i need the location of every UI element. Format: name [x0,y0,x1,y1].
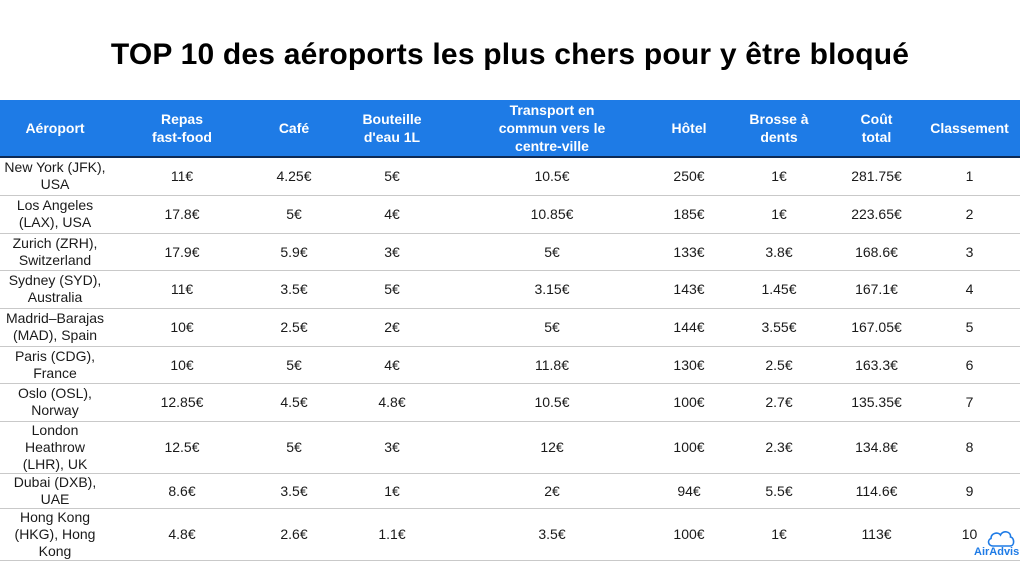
cell-bouteille-d-eau-1l: 5€ [334,157,450,195]
cell-airport: Sydney (SYD), Australia [0,270,110,308]
column-header-cout-total: Coût total [834,100,919,157]
cell-hotel: 133€ [654,233,724,270]
cell-classement: 10 [919,508,1020,560]
cell-cafe: 2.5€ [254,308,334,346]
cell-hotel: 185€ [654,195,724,233]
cell-cafe: 4.5€ [254,383,334,421]
cell-classement: 7 [919,383,1020,421]
cell-cafe: 4.25€ [254,157,334,195]
cell-hotel: 100€ [654,421,724,473]
cell-transport-en-commun-vers-le-centre-ville: 10.5€ [450,157,654,195]
table-row [0,421,1020,473]
cell-transport-en-commun-vers-le-centre-ville: 11.8€ [450,346,654,383]
column-header-cafe: Café [254,100,334,157]
cell-repas-fast-food: 8.6€ [110,473,254,508]
cell-hotel: 100€ [654,383,724,421]
cell-bouteille-d-eau-1l: 4.8€ [334,383,450,421]
table-row [0,270,1020,308]
cell-hotel: 250€ [654,157,724,195]
cell-brosse-a-dents: 1€ [724,157,834,195]
airport-cost-table [0,100,1020,561]
table-header-row [0,100,1020,157]
cell-repas-fast-food: 4.8€ [110,508,254,560]
cell-airport: Los Angeles (LAX), USA [0,195,110,233]
cell-cout-total: 113€ [834,508,919,560]
table-row [0,157,1020,195]
cell-bouteille-d-eau-1l: 5€ [334,270,450,308]
cell-classement: 5 [919,308,1020,346]
column-header-hotel: Hôtel [654,100,724,157]
table-row [0,473,1020,508]
cell-hotel: 94€ [654,473,724,508]
cell-brosse-a-dents: 3.8€ [724,233,834,270]
cell-brosse-a-dents: 1€ [724,508,834,560]
cell-cout-total: 223.65€ [834,195,919,233]
cell-transport-en-commun-vers-le-centre-ville: 3.15€ [450,270,654,308]
cell-repas-fast-food: 17.9€ [110,233,254,270]
cell-cafe: 3.5€ [254,473,334,508]
column-header-brosse-a-dents: Brosse à dents [724,100,834,157]
cell-airport: Oslo (OSL), Norway [0,383,110,421]
table-row [0,508,1020,560]
cell-cout-total: 135.35€ [834,383,919,421]
cell-hotel: 130€ [654,346,724,383]
column-header-bouteille-d-eau-1l: Bouteille d'eau 1L [334,100,450,157]
cell-cout-total: 168.6€ [834,233,919,270]
cell-cafe: 3.5€ [254,270,334,308]
cell-classement: 1 [919,157,1020,195]
cell-brosse-a-dents: 5.5€ [724,473,834,508]
cell-transport-en-commun-vers-le-centre-ville: 3.5€ [450,508,654,560]
column-header-transport-en-commun-vers-le-centre-ville: Transport en commun vers le centre-ville [450,100,654,157]
cell-repas-fast-food: 17.8€ [110,195,254,233]
cell-classement: 2 [919,195,1020,233]
cell-brosse-a-dents: 3.55€ [724,308,834,346]
cell-cafe: 5€ [254,421,334,473]
cell-airport: London Heathrow (LHR), UK [0,421,110,473]
cell-transport-en-commun-vers-le-centre-ville: 10.85€ [450,195,654,233]
cell-bouteille-d-eau-1l: 3€ [334,233,450,270]
cell-repas-fast-food: 10€ [110,308,254,346]
cell-bouteille-d-eau-1l: 1€ [334,473,450,508]
cell-hotel: 143€ [654,270,724,308]
cell-repas-fast-food: 12.85€ [110,383,254,421]
cell-classement: 8 [919,421,1020,473]
cell-transport-en-commun-vers-le-centre-ville: 2€ [450,473,654,508]
cell-airport: Madrid–Barajas (MAD), Spain [0,308,110,346]
cloud-icon [986,528,1016,548]
cell-bouteille-d-eau-1l: 1.1€ [334,508,450,560]
table-row [0,233,1020,270]
cell-bouteille-d-eau-1l: 4€ [334,195,450,233]
cell-bouteille-d-eau-1l: 2€ [334,308,450,346]
table-row [0,195,1020,233]
cell-hotel: 100€ [654,508,724,560]
cell-bouteille-d-eau-1l: 4€ [334,346,450,383]
cell-repas-fast-food: 12.5€ [110,421,254,473]
cell-cafe: 5€ [254,195,334,233]
cell-cout-total: 167.05€ [834,308,919,346]
table-row [0,383,1020,421]
table-body [0,157,1020,560]
cell-cout-total: 167.1€ [834,270,919,308]
cell-repas-fast-food: 11€ [110,157,254,195]
cell-cout-total: 134.8€ [834,421,919,473]
cell-transport-en-commun-vers-le-centre-ville: 5€ [450,308,654,346]
column-header-aeroport: Aéroport [0,100,110,157]
cell-airport: Paris (CDG), France [0,346,110,383]
cell-classement: 3 [919,233,1020,270]
page-title: TOP 10 des aéroports les plus chers pour y être bloqué [110,38,910,71]
cell-hotel: 144€ [654,308,724,346]
cell-transport-en-commun-vers-le-centre-ville: 10.5€ [450,383,654,421]
cell-airport: Zurich (ZRH), Switzerland [0,233,110,270]
cell-transport-en-commun-vers-le-centre-ville: 12€ [450,421,654,473]
cell-brosse-a-dents: 2.3€ [724,421,834,473]
cell-transport-en-commun-vers-le-centre-ville: 5€ [450,233,654,270]
brand-name: AirAdvis [974,546,1020,558]
cell-brosse-a-dents: 2.5€ [724,346,834,383]
cell-cout-total: 281.75€ [834,157,919,195]
cell-classement: 9 [919,473,1020,508]
cell-cout-total: 163.3€ [834,346,919,383]
cell-airport: Dubai (DXB), UAE [0,473,110,508]
cell-brosse-a-dents: 1€ [724,195,834,233]
cell-classement: 4 [919,270,1020,308]
cell-brosse-a-dents: 1.45€ [724,270,834,308]
cell-repas-fast-food: 11€ [110,270,254,308]
cell-cafe: 5€ [254,346,334,383]
cell-bouteille-d-eau-1l: 3€ [334,421,450,473]
cell-airport: New York (JFK), USA [0,157,110,195]
cell-brosse-a-dents: 2.7€ [724,383,834,421]
brand-logo [968,528,1020,562]
cell-cout-total: 114.6€ [834,473,919,508]
cell-cafe: 5.9€ [254,233,334,270]
cell-classement: 6 [919,346,1020,383]
column-header-repas-fast-food: Repas fast-food [110,100,254,157]
table-row [0,346,1020,383]
table-row [0,308,1020,346]
cell-cafe: 2.6€ [254,508,334,560]
column-header-classement: Classement [919,100,1020,157]
cell-repas-fast-food: 10€ [110,346,254,383]
cell-airport: Hong Kong (HKG), Hong Kong [0,508,110,560]
